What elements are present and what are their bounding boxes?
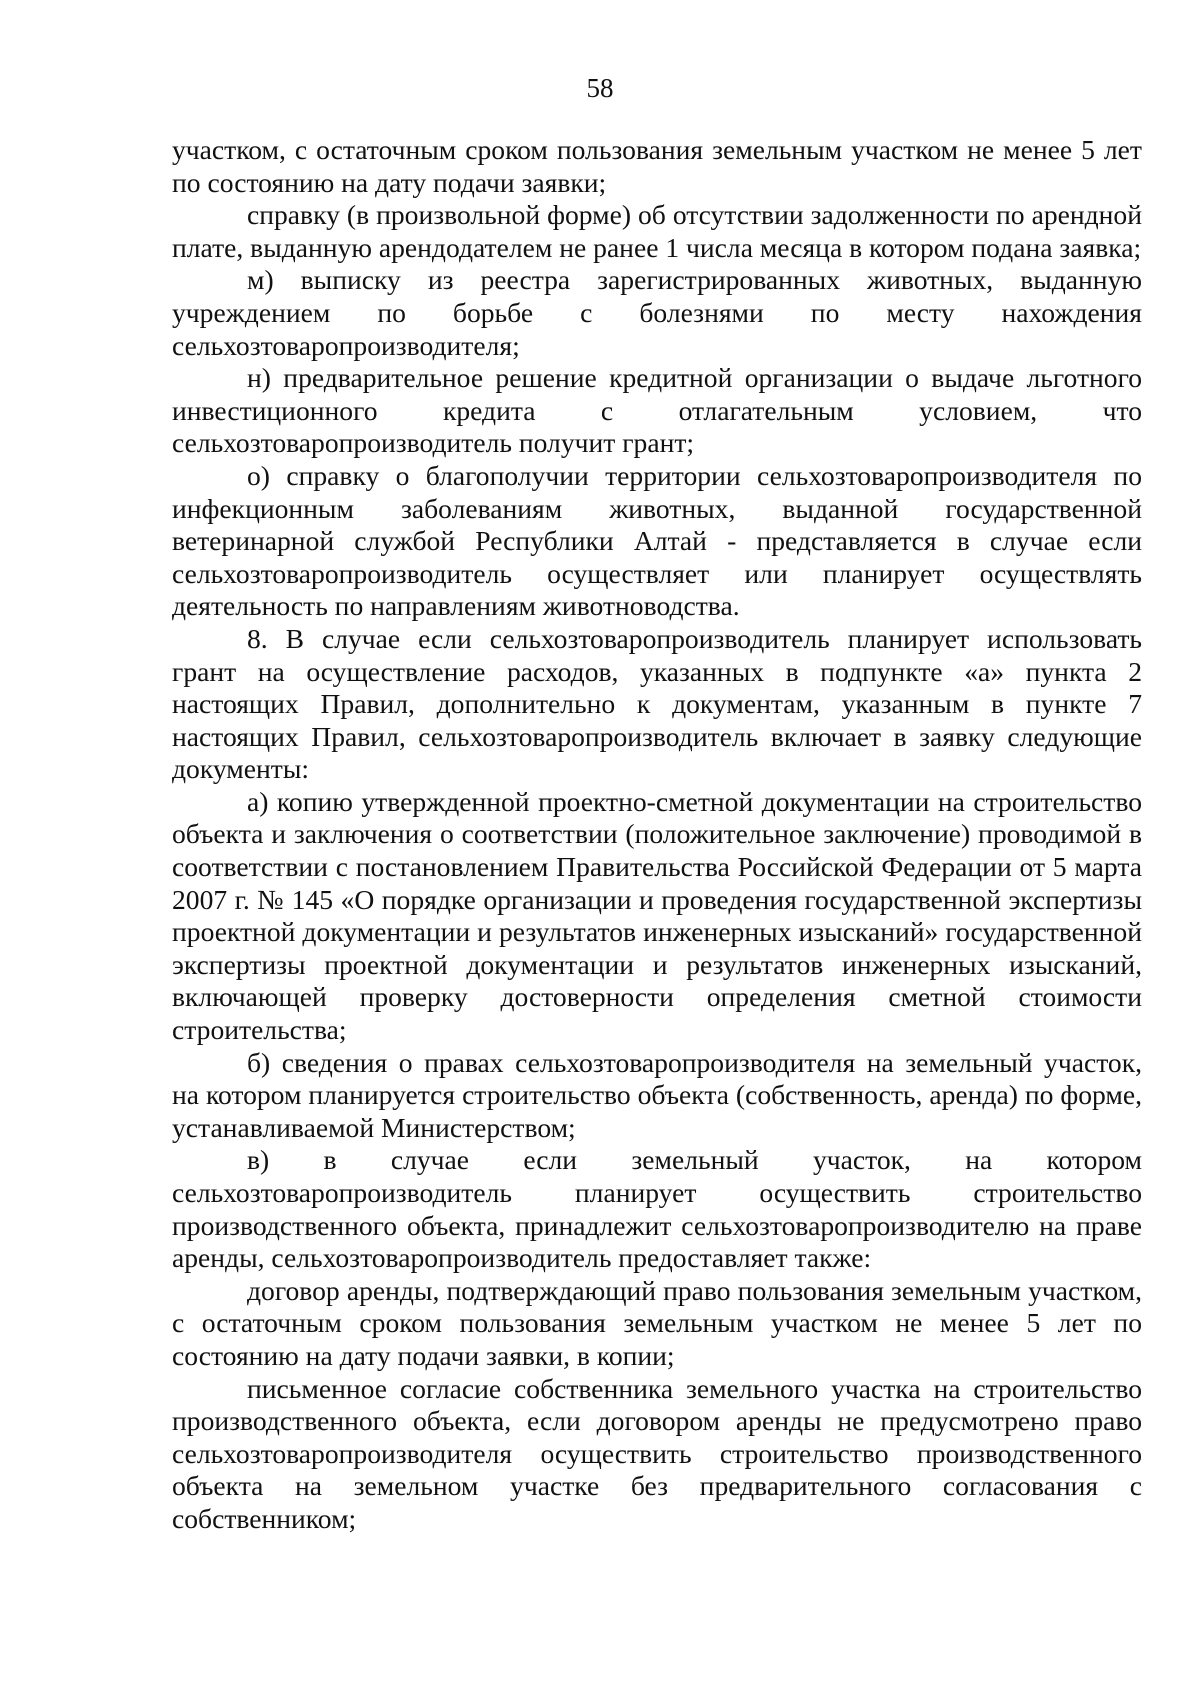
paragraph-4: н) предварительное решение кредитной организации о выдаче льготного инвестиционного кредита с отлагательным условием, что сельхозтоваропроизводитель получит грант;	[172, 362, 1142, 459]
paragraph-11: письменное согласие собственника земельного участка на строительство производственного объекта, если договором аренды не предусмотрено право сельхозтоваропроизводителя осуществить строительство производственного объекта на земельном участке без предварительного согласования с собственником;	[172, 1372, 1142, 1534]
document-body	[172, 134, 1142, 1536]
paragraph-8: б) сведения о правах сельхозтоваропроизводителя на земельный участок, на котором планируется строительство объекта (собственность, аренда) по форме, устанавливаемой Министерством;	[172, 1046, 1142, 1143]
paragraph-3: м) выписку из реестра зарегистрированных животных, выданную учреждением по борьбе с болезнями по месту нахождения сельхозтоваропроизводителя;	[172, 264, 1142, 361]
paragraph-9: в) в случае если земельный участок, на котором сельхозтоваропроизводитель планирует осуществить строительство производственного объекта, принадлежит сельхозтоваропроизводителю на праве аренды, сельхозтоваропроизводитель предоставляет также:	[172, 1144, 1142, 1274]
paragraph-7: а) копию утвержденной проектно-сметной документации на строительство объекта и заключения о соответствии (положительное заключение) проводимой в соответствии с постановлением Правительства Российской Федерации от 5 марта 2007 г. № 145 «О порядке организации и проведения государственной экспертизы проектной документации и результатов инженерных изысканий» государственной экспертизы проектной документации и результатов инженерных изысканий, включающей проверку достоверности определения сметной стоимости строительства;	[172, 785, 1142, 1046]
page-number: 58	[586, 73, 614, 103]
paragraph-10: договор аренды, подтверждающий право пользования земельным участком, с остаточным сроком пользования земельным участком не менее 5 лет по состоянию на дату подачи заявки, в копии;	[172, 1274, 1142, 1371]
paragraph-1: участком, с остаточным сроком пользования земельным участком не менее 5 лет по состоянию на дату подачи заявки;	[172, 134, 1142, 198]
paragraph-5: о) справку о благополучии территории сельхозтоваропроизводителя по инфекционным заболеваниям животных, выданной государственной ветеринарной службой Республики Алтай - представляется в случае если сельхозтоваропроизводитель осуществляет или планирует осуществлять деятельность по направлениям животноводства.	[172, 459, 1142, 622]
paragraph-2: справку (в произвольной форме) об отсутствии задолженности по арендной плате, выданную арендодателем не ранее 1 числа месяца в котором подана заявка;	[172, 199, 1142, 263]
paragraph-6: 8. В случае если сельхозтоваропроизводитель планирует использовать грант на осуществление расходов, указанных в подпункте «а» пункта 2 настоящих Правил, дополнительно к документам, указанным в пункте 7 настоящих Правил, сельхозтоваропроизводитель включает в заявку следующие документы:	[172, 622, 1142, 785]
